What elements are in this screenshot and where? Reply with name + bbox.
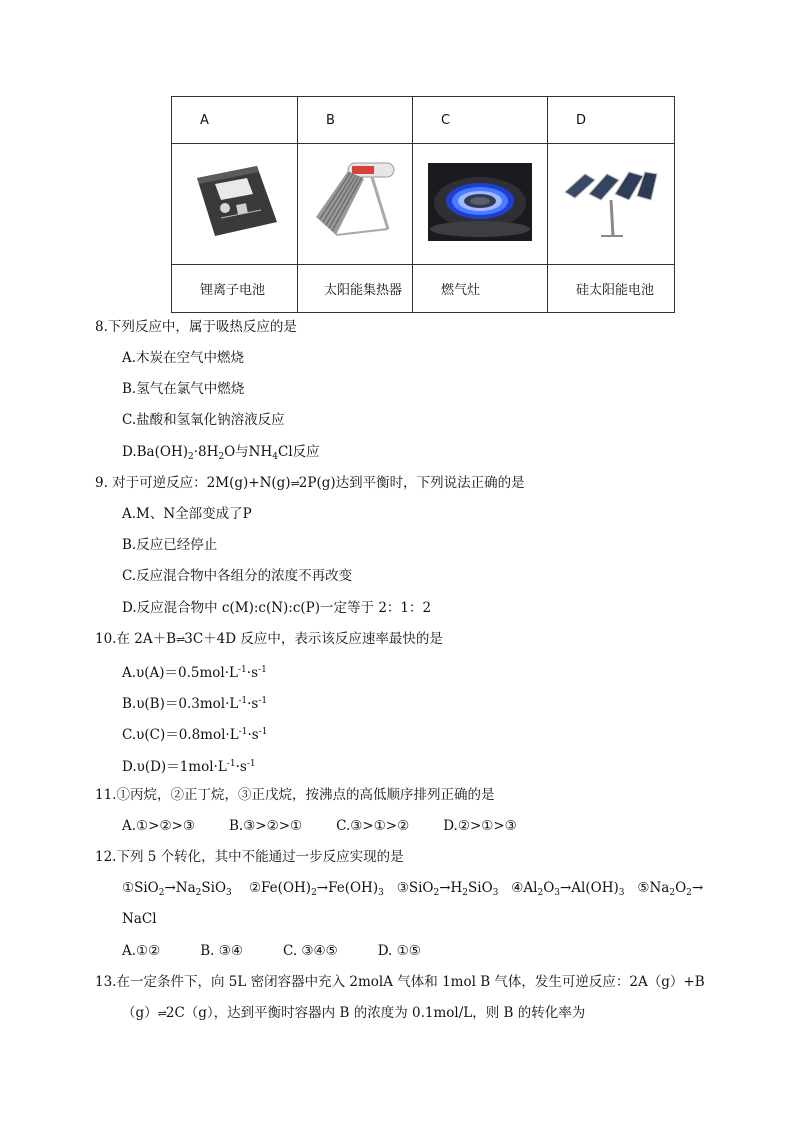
q9-option-a: A.M、N全部变成了P xyxy=(122,506,252,522)
q9-option-d: D.反应混合物中 c(M):c(N):c(P)一定等于 2：1：2 xyxy=(122,600,432,616)
q8-stem: 8.下列反应中，属于吸热反应的是 xyxy=(95,319,297,335)
gas-stove-image xyxy=(413,144,548,265)
options-table xyxy=(171,96,675,313)
q11-stem: 11.①丙烷，②正丁烷，③正戊烷，按沸点的高低顺序排列正确的是 xyxy=(95,787,495,803)
q8-option-d: $D.Ba(OH)_2\cdot 8H_2O$与$NH_4Cl$反应 xyxy=(122,444,320,462)
q12-options: A.①② B. ③④ C. ③④⑤ D. ①⑤ xyxy=(122,943,421,959)
q12-stem: 12.下列 5 个转化，其中不能通过一步反应实现的是 xyxy=(95,849,404,865)
q10-option-c: $C.\upsilon(C)=0.8mol\cdot L^{-1}\cdot s^{-1}$ xyxy=(122,727,268,743)
equilibrium-arrow: ⇌ xyxy=(290,477,299,490)
q8-option-c: C.盐酸和氢氧化钠溶液反应 xyxy=(122,412,285,428)
caption-solar-cell: 硅太阳能电池 xyxy=(548,265,675,313)
q8-option-a: A.木炭在空气中燃烧 xyxy=(122,350,245,366)
q13-stem-line2: （g）⇌2C（g），达到平衡时容器内 B 的浓度为 0.1mol/L，则 B 的转化率为 xyxy=(122,1005,586,1021)
q13-stem-line1: 13.在一定条件下，向 5L 密闭容器中充入 2molA 气体和 1mol B 气体，发生可逆反应：2A（g）+B xyxy=(95,974,705,990)
lithium-battery-image xyxy=(172,144,298,265)
equilibrium-arrow: ⇌ xyxy=(176,633,185,646)
caption-solar-heater: 太阳能集热器 xyxy=(298,265,413,313)
solar-water-heater-image xyxy=(298,144,413,265)
q10-option-b: $B.\upsilon(B)=0.3mol\cdot L^{-1}\cdot s^{-1}$ xyxy=(122,696,268,712)
header-d: D xyxy=(548,97,675,144)
q10-option-d: $D.\upsilon(D)=1mol\cdot L^{-1}\cdot s^{-1}$ xyxy=(122,759,256,775)
header-a: A xyxy=(172,97,298,144)
q8-option-b: B.氢气在氯气中燃烧 xyxy=(122,381,245,397)
header-c: C xyxy=(413,97,548,144)
header-b: B xyxy=(298,97,413,144)
caption-lithium-battery: 锂离子电池 xyxy=(172,265,298,313)
q11-options: A.①>②>③ B.③>②>① C.③>①>② D.②>①>③ xyxy=(122,818,517,834)
caption-gas-stove: 燃气灶 xyxy=(413,265,548,313)
q10-stem: 10.在 2A＋B⇌3C＋4D 反应中，表示该反应速率最快的是 xyxy=(95,631,443,647)
q9-option-b: B.反应已经停止 xyxy=(122,537,218,553)
q9-option-c: C.反应混合物中各组分的浓度不再改变 xyxy=(122,568,353,584)
q10-option-a: $A.\upsilon(A)=0.5mol\cdot L^{-1}\cdot s^{-1}$ xyxy=(122,665,267,681)
q9-stem: 9. 对于可逆反应：2M(g)+N(g)⇌2P(g)达到平衡时，下列说法正确的是 xyxy=(95,475,525,491)
q12-items-wrap: NaCl xyxy=(122,911,157,927)
silicon-solar-panel-image xyxy=(548,144,675,265)
equilibrium-arrow: ⇌ xyxy=(157,1007,166,1020)
q12-items: $①SiO_2\to Na_2SiO_3$ $②Fe(OH)_2\to Fe(OH)_3$ $③SiO_2\to H_2SiO_3$ $④Al_2O_3\to Al(OH)_3$ $⑤Na_2O_2\to$ xyxy=(122,880,704,898)
